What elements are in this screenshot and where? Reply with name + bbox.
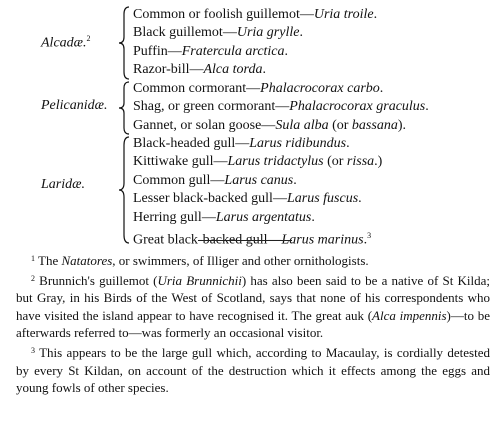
section-divider	[198, 240, 292, 241]
brace-icon	[118, 6, 130, 80]
family-name: Laridæ.	[41, 177, 85, 192]
species-entry: Black-headed gull—Larus ridibundus.	[133, 136, 350, 151]
family-label	[41, 98, 108, 114]
footnote-3: $^3$ This appears to be the large gull which, according to Macaulay, is cordially detested by every St Kildan, on account of the destruction which it effects among the eggs and young fowls of other species.	[16, 344, 490, 396]
family-label	[41, 34, 91, 52]
species-entry: Common cormorant—Phalacrocorax carbo.	[133, 81, 384, 96]
species-entry: Herring gull—Larus argentatus.	[133, 209, 315, 225]
footnote-2: $^2$ Brunnich's guillemot (Uria Brunnichii) has also been said to be a native of St Kilda; but Gray, in his Birds of the West of Scotland, says that none of his correspondents who have visited the island appear to have recognised it. The great auk (Alca impennis)—to be afterwards referred to—was formerly an occasional visitor.	[16, 272, 490, 341]
species-entry: Great black-backed gull—Larus marinus.$^3$	[133, 231, 372, 248]
footnote-1: $^1$ The Natatores, or swimmers, of Illiger and other ornithologists.	[31, 253, 369, 268]
species-list	[133, 6, 377, 80]
species-entry: Lesser black-backed gull—Larus fuscus.	[133, 191, 362, 207]
species-entry: Gannet, or solan goose—Sula alba (or bassana).	[133, 117, 406, 133]
footnote-marker: 3	[367, 231, 372, 241]
species-list	[133, 135, 382, 250]
footnotes	[16, 250, 490, 397]
species-list	[133, 80, 429, 135]
family-label	[41, 177, 85, 193]
brace-icon	[118, 136, 130, 244]
species-entry: Shag, or green cormorant—Phalacrocorax graculus.	[133, 99, 429, 115]
species-entry: Black guillemot—Uria grylle.	[133, 25, 303, 41]
species-entry: Common or foolish guillemot—Uria troile.	[133, 7, 378, 22]
brace-icon	[118, 81, 130, 135]
family-name: Alcadæ.	[41, 35, 87, 51]
species-entry: Common gull—Larus canus.	[133, 172, 297, 188]
footnote-marker: 2	[86, 34, 91, 43]
species-entry: Puffin—Fratercula arctica.	[133, 43, 289, 59]
species-entry: Kittiwake gull—Larus tridactylus (or rissa.)	[133, 154, 383, 170]
family-name: Pelicanidæ.	[41, 98, 108, 113]
species-entry: Razor-bill—Alca torda.	[133, 62, 266, 78]
